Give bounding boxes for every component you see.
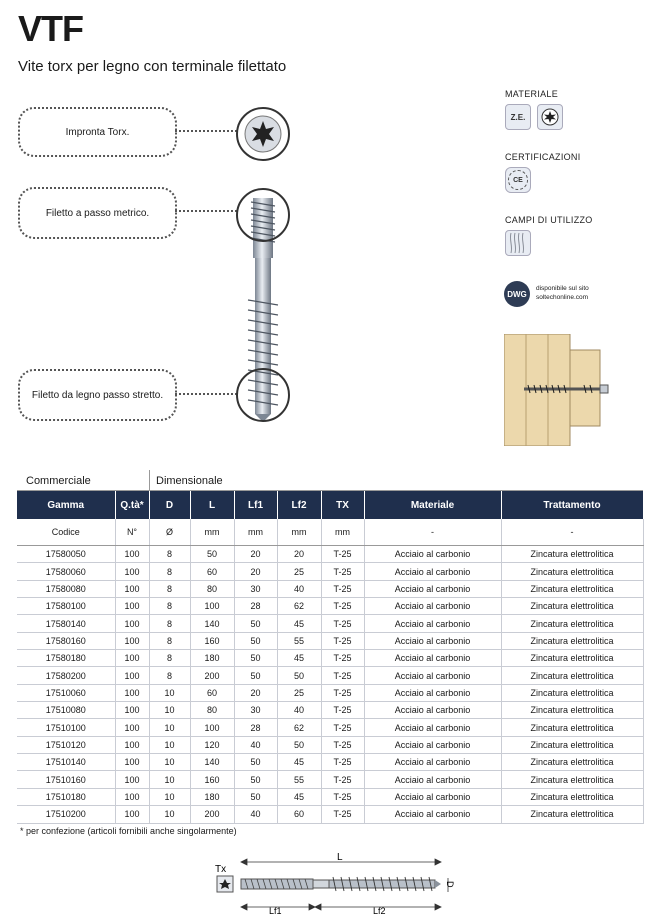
table-cell: 20 — [234, 684, 277, 701]
table-cell: 10 — [149, 702, 190, 719]
table-cell: 200 — [190, 667, 234, 684]
table-cell: T-25 — [321, 684, 364, 701]
table-cell: 10 — [149, 788, 190, 805]
table-cell: 60 — [190, 563, 234, 580]
table-cell: 60 — [277, 806, 321, 823]
table-cell: Acciaio al carbonio — [364, 719, 501, 736]
table-cell: 80 — [190, 580, 234, 597]
screw-image — [236, 188, 290, 423]
section-dimensionale: Dimensionale — [156, 475, 223, 487]
application-image — [504, 334, 610, 446]
table-cell: 17580200 — [17, 667, 115, 684]
table-cell: 100 — [115, 788, 149, 805]
table-cell: 17510120 — [17, 736, 115, 753]
table-cell: T-25 — [321, 771, 364, 788]
page-subtitle: Vite torx per legno con terminale filettato — [18, 58, 287, 75]
table-cell: 50 — [234, 632, 277, 649]
table-cell: 40 — [277, 580, 321, 597]
table-cell: 100 — [115, 650, 149, 667]
table-cell: Acciaio al carbonio — [364, 615, 501, 632]
table-cell: 8 — [149, 650, 190, 667]
table-row — [17, 563, 643, 580]
col-d: D — [149, 491, 190, 519]
table-cell: 30 — [234, 702, 277, 719]
table-cell: Zincatura elettrolitica — [501, 684, 643, 701]
table-row — [17, 580, 643, 597]
table-cell: 100 — [115, 580, 149, 597]
footnote: * per confezione (articoli fornibili anche singolarmente) — [20, 826, 237, 836]
table-cell: 100 — [115, 684, 149, 701]
table-cell: 62 — [277, 598, 321, 615]
table-cell: Acciaio al carbonio — [364, 702, 501, 719]
table-cell: 100 — [115, 771, 149, 788]
table-row — [17, 632, 643, 649]
table-cell: T-25 — [321, 806, 364, 823]
wood-icon — [505, 230, 531, 256]
campi-label: CAMPI DI UTILIZZO — [505, 215, 593, 225]
table-cell: Zincatura elettrolitica — [501, 702, 643, 719]
table-cell: T-25 — [321, 563, 364, 580]
product-table — [17, 491, 644, 824]
col-tx: TX — [321, 491, 364, 519]
table-cell: 140 — [190, 615, 234, 632]
table-cell: 100 — [115, 667, 149, 684]
col-gamma: Gamma — [17, 491, 115, 519]
unit-cell: N° — [115, 519, 149, 546]
table-cell: 8 — [149, 563, 190, 580]
table-cell: T-25 — [321, 754, 364, 771]
table-cell: 140 — [190, 754, 234, 771]
leader-line — [175, 130, 237, 132]
table-cell: Zincatura elettrolitica — [501, 788, 643, 805]
lf2-label: Lf2 — [373, 906, 386, 914]
table-cell: 60 — [190, 684, 234, 701]
table-cell: Acciaio al carbonio — [364, 632, 501, 649]
table-cell: 17510160 — [17, 771, 115, 788]
callout-wood-thread — [18, 369, 177, 421]
table-cell: 160 — [190, 771, 234, 788]
table-cell: 10 — [149, 806, 190, 823]
table-cell: 10 — [149, 736, 190, 753]
table-row — [17, 771, 643, 788]
table-row — [17, 719, 643, 736]
table-cell: 100 — [115, 546, 149, 563]
table-cell: 40 — [234, 736, 277, 753]
table-cell: T-25 — [321, 702, 364, 719]
page-title: VTF — [18, 8, 83, 49]
table-cell: 50 — [190, 546, 234, 563]
table-cell: 100 — [115, 806, 149, 823]
table-cell: 40 — [277, 702, 321, 719]
col-l: L — [190, 491, 234, 519]
table-cell: Acciaio al carbonio — [364, 598, 501, 615]
table-cell: 40 — [234, 806, 277, 823]
table-cell: 180 — [190, 650, 234, 667]
table-row — [17, 788, 643, 805]
table-cell: 17510140 — [17, 754, 115, 771]
table-cell: Acciaio al carbonio — [364, 806, 501, 823]
table-cell: Zincatura elettrolitica — [501, 615, 643, 632]
table-cell: 10 — [149, 719, 190, 736]
table-cell: Acciaio al carbonio — [364, 563, 501, 580]
table-cell: 8 — [149, 632, 190, 649]
table-cell: Acciaio al carbonio — [364, 684, 501, 701]
table-cell: 30 — [234, 580, 277, 597]
table-cell: Zincatura elettrolitica — [501, 580, 643, 597]
table-cell: Zincatura elettrolitica — [501, 632, 643, 649]
callout-metric-label: Filetto a passo metrico. — [45, 207, 150, 219]
table-cell: Acciaio al carbonio — [364, 736, 501, 753]
table-cell: 17580100 — [17, 598, 115, 615]
table-row — [17, 615, 643, 632]
table-cell: 8 — [149, 546, 190, 563]
table-cell: 10 — [149, 684, 190, 701]
table-cell: Acciaio al carbonio — [364, 650, 501, 667]
section-commerciale: Commerciale — [26, 475, 91, 487]
table-cell: 17580160 — [17, 632, 115, 649]
table-cell: 50 — [234, 788, 277, 805]
table-cell: 45 — [277, 754, 321, 771]
table-header-row — [17, 491, 643, 519]
torx-head-detail — [236, 107, 290, 161]
table-cell: 17580080 — [17, 580, 115, 597]
table-cell: Acciaio al carbonio — [364, 788, 501, 805]
table-cell: 20 — [234, 563, 277, 580]
table-cell: Zincatura elettrolitica — [501, 650, 643, 667]
col-qta: Q.tà* — [115, 491, 149, 519]
callout-metric-thread — [18, 187, 177, 239]
zinc-badge: Z.E. — [505, 104, 531, 130]
table-cell: 17510060 — [17, 684, 115, 701]
col-lf1: Lf1 — [234, 491, 277, 519]
table-row — [17, 650, 643, 667]
table-cell: Acciaio al carbonio — [364, 580, 501, 597]
table-row — [17, 736, 643, 753]
ce-badge — [505, 167, 531, 193]
table-cell: 100 — [115, 598, 149, 615]
table-cell: 10 — [149, 754, 190, 771]
table-row — [17, 702, 643, 719]
table-cell: 100 — [115, 615, 149, 632]
dwg-text-1: disponibile sul sito — [536, 285, 589, 292]
table-cell: Zincatura elettrolitica — [501, 667, 643, 684]
table-cell: 8 — [149, 580, 190, 597]
table-cell: 120 — [190, 736, 234, 753]
table-row — [17, 546, 643, 563]
unit-cell: - — [364, 519, 501, 546]
table-cell: 50 — [277, 736, 321, 753]
torx-badge-icon — [537, 104, 563, 130]
leader-line — [175, 393, 237, 395]
table-cell: Zincatura elettrolitica — [501, 598, 643, 615]
table-cell: 50 — [234, 754, 277, 771]
ce-mark: CE — [508, 170, 528, 190]
dwg-info — [536, 284, 589, 302]
col-lf2: Lf2 — [277, 491, 321, 519]
unit-cell: mm — [321, 519, 364, 546]
dwg-text-2: soltechonline.com — [536, 294, 589, 301]
table-cell: 8 — [149, 667, 190, 684]
table-cell: 50 — [234, 771, 277, 788]
table-cell: 10 — [149, 771, 190, 788]
table-cell: Acciaio al carbonio — [364, 771, 501, 788]
table-cell: 17510080 — [17, 702, 115, 719]
table-cell: 100 — [115, 754, 149, 771]
table-cell: T-25 — [321, 667, 364, 684]
table-row — [17, 754, 643, 771]
table-cell: 55 — [277, 632, 321, 649]
materiale-label: MATERIALE — [505, 89, 559, 99]
dwg-badge[interactable]: DWG — [504, 281, 530, 307]
table-cell: 17580050 — [17, 546, 115, 563]
table-cell: 200 — [190, 806, 234, 823]
table-cell: 50 — [234, 615, 277, 632]
table-cell: Zincatura elettrolitica — [501, 806, 643, 823]
table-cell: Zincatura elettrolitica — [501, 754, 643, 771]
table-cell: 8 — [149, 615, 190, 632]
table-cell: 20 — [277, 546, 321, 563]
unit-cell: Codice — [17, 519, 115, 546]
table-cell: 55 — [277, 771, 321, 788]
table-cell: 50 — [234, 650, 277, 667]
table-cell: 8 — [149, 598, 190, 615]
table-cell: Acciaio al carbonio — [364, 754, 501, 771]
table-cell: 25 — [277, 563, 321, 580]
table-cell: Acciaio al carbonio — [364, 667, 501, 684]
table-cell: 80 — [190, 702, 234, 719]
col-trattamento: Trattamento — [501, 491, 643, 519]
table-row — [17, 684, 643, 701]
table-cell: 100 — [115, 719, 149, 736]
callout-wood-label: Filetto da legno passo stretto. — [31, 389, 164, 401]
table-cell: T-25 — [321, 632, 364, 649]
table-cell: 20 — [234, 546, 277, 563]
table-cell: Acciaio al carbonio — [364, 546, 501, 563]
table-row — [17, 806, 643, 823]
table-cell: 17510100 — [17, 719, 115, 736]
table-cell: T-25 — [321, 736, 364, 753]
unit-cell: mm — [234, 519, 277, 546]
table-cell: T-25 — [321, 615, 364, 632]
col-materiale: Materiale — [364, 491, 501, 519]
l-label: L — [337, 852, 343, 863]
tx-label: Tx — [215, 864, 227, 875]
table-cell: T-25 — [321, 719, 364, 736]
table-cell: 100 — [115, 702, 149, 719]
table-cell: Zincatura elettrolitica — [501, 736, 643, 753]
table-cell: 17510200 — [17, 806, 115, 823]
table-cell: 17580140 — [17, 615, 115, 632]
certificazioni-label: CERTIFICAZIONI — [505, 152, 581, 162]
table-cell: 100 — [190, 598, 234, 615]
unit-cell: mm — [190, 519, 234, 546]
table-cell: 17580180 — [17, 650, 115, 667]
table-cell: T-25 — [321, 788, 364, 805]
table-cell: 45 — [277, 650, 321, 667]
table-cell: 50 — [234, 667, 277, 684]
callout-torx-label: Impronta Torx. — [65, 126, 130, 138]
table-cell: 50 — [277, 667, 321, 684]
table-cell: T-25 — [321, 580, 364, 597]
table-cell: T-25 — [321, 650, 364, 667]
section-divider — [149, 470, 150, 491]
table-cell: 100 — [190, 719, 234, 736]
d-label: D — [445, 881, 455, 888]
dimension-drawing — [205, 852, 455, 914]
table-cell: Zincatura elettrolitica — [501, 563, 643, 580]
table-cell: 45 — [277, 788, 321, 805]
table-cell: 100 — [115, 563, 149, 580]
unit-cell: mm — [277, 519, 321, 546]
table-cell: Zincatura elettrolitica — [501, 546, 643, 563]
table-row — [17, 598, 643, 615]
table-cell: T-25 — [321, 598, 364, 615]
table-cell: 100 — [115, 736, 149, 753]
torx-icon — [238, 109, 288, 159]
table-cell: 62 — [277, 719, 321, 736]
table-cell: 17580060 — [17, 563, 115, 580]
lf1-label: Lf1 — [269, 906, 282, 914]
table-cell: 17510180 — [17, 788, 115, 805]
table-cell: Zincatura elettrolitica — [501, 771, 643, 788]
table-cell: 28 — [234, 719, 277, 736]
unit-cell: - — [501, 519, 643, 546]
table-cell: 160 — [190, 632, 234, 649]
table-row — [17, 667, 643, 684]
units-row — [17, 519, 643, 546]
table-cell: 45 — [277, 615, 321, 632]
leader-line — [175, 210, 237, 212]
table-cell: Zincatura elettrolitica — [501, 719, 643, 736]
table-cell: 100 — [115, 632, 149, 649]
table-cell: T-25 — [321, 546, 364, 563]
table-cell: 180 — [190, 788, 234, 805]
unit-cell: Ø — [149, 519, 190, 546]
callout-torx — [18, 107, 177, 157]
table-cell: 25 — [277, 684, 321, 701]
table-cell: 28 — [234, 598, 277, 615]
